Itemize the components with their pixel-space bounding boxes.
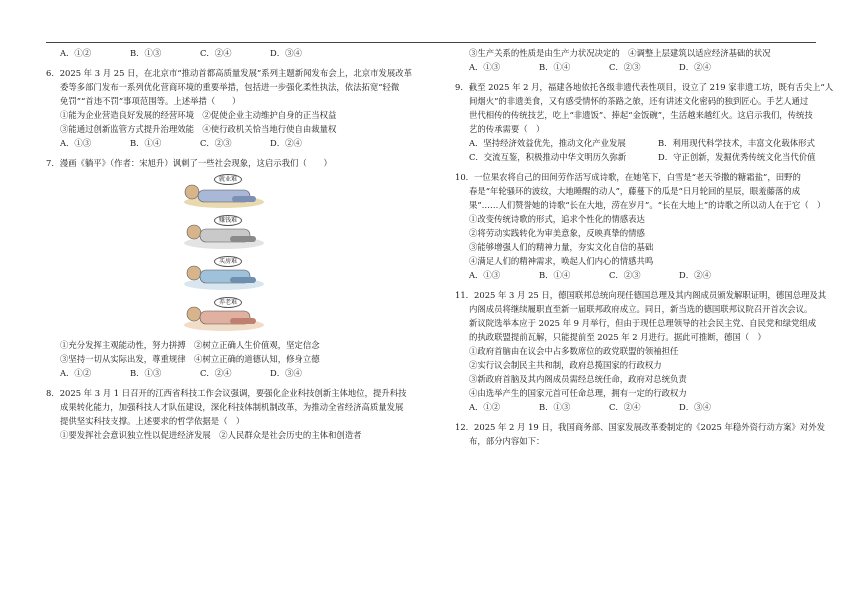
option-a[interactable]: A．坚持经济效益优先，推动文化产业发展 — [469, 138, 626, 148]
right-column — [455, 46, 847, 448]
statement-item: ③坚持一切从实际出发，尊重规律 ④树立正确的道德认知，修身立德 — [60, 354, 320, 364]
statement-item: ④由选举产生的国家元首可任命总理，拥有一定的行政权力 — [469, 388, 687, 398]
question-stem: 免罚”“首违不罚”事项范围等。上述举措（ ） — [60, 96, 241, 106]
question-stem: 新议院选举本应于 2025 年 9 月举行，但由于现任总理领导的社会民主党、自民党和绿党组成 — [469, 318, 817, 328]
option-c[interactable]: C．②④ — [609, 402, 641, 412]
question-stem: 11．2025 年 3 月 25 日，德国联邦总统向现任德国总理及其内阁成员颁发解职证明，德国总理及其 — [455, 290, 827, 300]
option-b[interactable]: B．①④ — [539, 270, 571, 280]
options-row — [46, 366, 438, 380]
option-c[interactable]: C．②③ — [609, 270, 641, 280]
question-stem: 的执政联盟提前瓦解，只能提前至 2025 年 2 月进行。据此可推断，德国（ ） — [469, 332, 766, 342]
option-a[interactable]: A．①② — [469, 402, 501, 412]
options-row — [46, 136, 438, 150]
statement-item: ①能为企业营造良好发展的经营环境 ②促使企业主动维护自身的正当权益 — [60, 110, 337, 120]
cartoon-panel — [172, 254, 272, 292]
question-stem: 7．漫画《躺平》（作者：宋旭升）讽刺了一些社会现象，这启示我们（ ） — [46, 158, 332, 168]
cartoon-panel — [172, 295, 272, 333]
statement-item: ③生产关系的性质是由生产力状况决定的 ④调整上层建筑以适应经济基础的状况 — [469, 48, 771, 58]
question-stem: 艺的传承需要（ ） — [469, 124, 545, 134]
statement-item: ③能通过创新监管方式提升治理效能 ④使行政机关恰当地行使自由裁量权 — [60, 124, 337, 134]
question-stem: 间烟火”的非遗美食，又有感受情怀的茶路之旅，还有讲述文化密码的独到匠心。手艺人通过 — [469, 96, 809, 106]
statement-item: ③新政府首脑及其内阁成员需经总统任命，政府对总统负责 — [469, 374, 687, 384]
statement-item: ④满足人们的精神需求，唤起人们内心的情感共鸣 — [469, 256, 654, 266]
option-b[interactable]: B．利用现代科学技术，丰富文化载体形式 — [658, 138, 815, 148]
statement-item: ①充分发挥主观能动性，努力拼搏 ②树立正确人生价值观，坚定信念 — [60, 340, 320, 350]
question-10 — [455, 170, 847, 282]
cartoon-tag: 买房难 — [214, 256, 242, 267]
option-b[interactable]: B．①③ — [539, 402, 571, 412]
option-b[interactable]: B．①③ — [130, 368, 162, 378]
option-a[interactable]: A．①③ — [469, 270, 501, 280]
option-d[interactable]: D．②④ — [679, 62, 711, 72]
statement-item: ①改变传统诗歌的形式，追求个性化的情感表达 — [469, 214, 645, 224]
options-row — [455, 136, 847, 150]
question-stem: 果”……人们赞誉她的诗歌“长在大地，涝在岁月”。“长在大地上”的诗歌之所以动人在于它（ ） — [469, 200, 826, 210]
option-d[interactable]: D．③④ — [270, 368, 302, 378]
option-d[interactable]: D．守正创新，发掘优秀传统文化当代价值 — [658, 152, 816, 162]
statement-item: ②将劳动实践转化为审美意象，反映真挚的情感 — [469, 228, 645, 238]
options-row — [455, 268, 847, 282]
question-stem: 成果转化能力，加强科技人才队伍建设，深化科技体制机制改革，为推动全省经济高质量发展 — [60, 402, 404, 412]
left-column — [46, 46, 438, 442]
cartoon-tag: 赚钱难 — [214, 215, 242, 226]
question-stem: 内阁成员将继续履职直至新一届联邦政府成立。同日，新当选的德国联邦议院召开首次会议。 — [469, 304, 813, 314]
option-a[interactable]: A．①② — [60, 48, 92, 58]
question-stem: 12．2025 年 2 月 19 日，我国商务部、国家发展改革委制定的《2025 年稳外资行动方案》对外发 — [455, 422, 825, 432]
question-stem: 布，部分内容如下： — [469, 436, 545, 446]
question-stem: 8．2025 年 3 月 1 日召开的江西省科技工作会议强调，要强化企业科技创新主体地位，提升科技 — [46, 388, 407, 398]
statement-item: ②实行议会制民主共和制，政府总揽国家的行政权力 — [469, 360, 662, 370]
prev-question-options — [46, 46, 438, 60]
option-b[interactable]: B．①④ — [130, 138, 162, 148]
question-stem: 9．截至 2025 年 2 月，福建各地依托各级非遗代表性项目，设立了 219 家非遗工坊，既有舌尖上“人 — [455, 82, 834, 92]
option-b[interactable]: B．①③ — [130, 48, 162, 58]
option-c[interactable]: C．②④ — [200, 48, 232, 58]
options-row — [455, 60, 847, 74]
cartoon-illustration — [172, 172, 272, 336]
option-d[interactable]: D．②④ — [679, 270, 711, 280]
cartoon-panel — [172, 172, 272, 210]
option-c[interactable]: C．②③ — [200, 138, 232, 148]
option-d[interactable]: D．③④ — [679, 402, 711, 412]
question-stem: 世代相传的传统技艺，吃上“非遗饭”、捧起“金饭碗”，生活越来越红火。这启示我们，传统技 — [469, 110, 813, 120]
statement-item: ①要发挥社会意识独立性以促进经济发展 ②人民群众是社会历史的主体和创造者 — [60, 430, 362, 440]
question-stem: 春是“年轮骚环的波纹，大地睡醒的动人”，藤蔓下的瓜是“日月轮回的星辰，眼羞藤落的成 — [469, 186, 801, 196]
question-8 — [46, 386, 438, 442]
option-d[interactable]: D．③④ — [270, 48, 302, 58]
cartoon-panel — [172, 213, 272, 251]
question-12 — [455, 420, 847, 448]
option-c[interactable]: C．②③ — [609, 62, 641, 72]
option-c[interactable]: C．交流互鉴，积极推动中华文明历久弥新 — [469, 152, 627, 162]
question-stem: 6．2025 年 3 月 25 日，在北京市“推动首都高质量发展”系列主题新闻发布会上，北京市发展改革 — [46, 68, 412, 78]
question-9 — [455, 80, 847, 164]
question-6 — [46, 66, 438, 150]
option-d[interactable]: D．②④ — [270, 138, 302, 148]
options-row — [455, 150, 847, 164]
statement-item: ③能够增强人们的精神力量，夯实文化自信的基础 — [469, 242, 654, 252]
options-row — [455, 400, 847, 414]
option-c[interactable]: C．②④ — [200, 368, 232, 378]
question-7 — [46, 156, 438, 380]
cartoon-tag: 养老难 — [214, 297, 242, 308]
question-11 — [455, 288, 847, 414]
question-stem: 提供坚实科技支撑。上述要求的哲学依据是（ ） — [60, 416, 245, 426]
option-a[interactable]: A．①② — [60, 368, 92, 378]
question-8-continued — [455, 46, 847, 74]
option-a[interactable]: A．①③ — [469, 62, 501, 72]
option-a[interactable]: A．①③ — [60, 138, 92, 148]
header-rule — [46, 42, 816, 43]
question-stem: 10．一位果农将自己的田间劳作活写成诗歌，在她笔下，白雪是“老天爷撒的糖霜盐”，田野的 — [455, 172, 801, 182]
cartoon-tag: 就业难 — [214, 174, 242, 185]
option-b[interactable]: B．①④ — [539, 62, 571, 72]
statement-item: ①政府首脑由在议会中占多数席位的政党联盟的领袖担任 — [469, 346, 679, 356]
question-stem: 委等多部门发布一系列优化营商环境的重要举措，包括进一步强化柔性执法，依法拓宽“轻微 — [60, 82, 400, 92]
